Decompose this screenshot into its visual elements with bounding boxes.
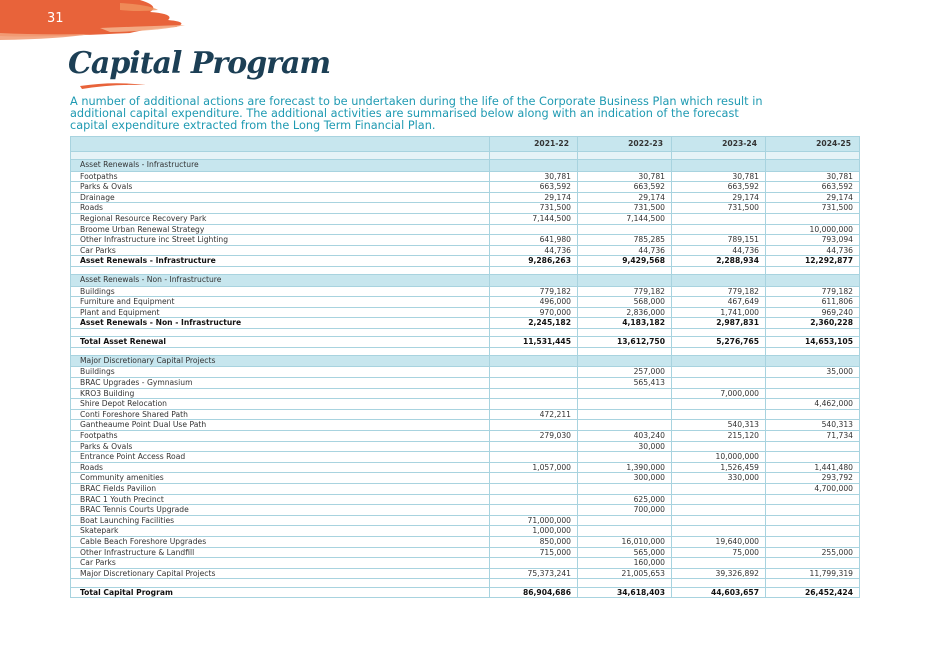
value-cell: [578, 515, 672, 526]
row-label-cell: Footpaths: [71, 431, 490, 442]
row-label-cell: Roads: [71, 203, 490, 214]
value-cell: 1,057,000: [490, 462, 578, 473]
capital-program-table: [70, 136, 860, 598]
value-cell: 565,000: [578, 547, 672, 558]
page-title: Capital Program: [68, 46, 331, 81]
table-row: [71, 441, 860, 452]
value-cell: [766, 378, 860, 389]
value-cell: [578, 579, 672, 587]
value-cell: 10,000,000: [672, 452, 766, 463]
table-row: [71, 431, 860, 442]
value-cell: [766, 388, 860, 399]
value-cell: [578, 484, 672, 495]
value-cell: [672, 494, 766, 505]
value-cell: 293,792: [766, 473, 860, 484]
table-row: [71, 367, 860, 378]
row-label-cell: Broome Urban Renewal Strategy: [71, 224, 490, 235]
value-cell: [490, 356, 578, 367]
value-cell: 255,000: [766, 547, 860, 558]
value-cell: 715,000: [490, 547, 578, 558]
value-cell: [766, 452, 860, 463]
value-cell: 14,653,105: [766, 337, 860, 348]
spacer-row: [71, 152, 860, 160]
row-label-cell: [71, 347, 490, 355]
value-cell: [490, 275, 578, 286]
value-cell: [490, 378, 578, 389]
value-cell: 850,000: [490, 536, 578, 547]
table-row: [71, 558, 860, 569]
value-cell: [490, 328, 578, 336]
value-cell: 9,429,568: [578, 256, 672, 267]
value-cell: 30,781: [672, 171, 766, 182]
row-label-cell: Footpaths: [71, 171, 490, 182]
value-cell: 467,649: [672, 297, 766, 308]
row-label-cell: BRAC Tennis Courts Upgrade: [71, 505, 490, 516]
value-cell: [490, 441, 578, 452]
value-cell: [766, 558, 860, 569]
value-cell: 496,000: [490, 297, 578, 308]
value-cell: 29,174: [766, 192, 860, 203]
value-cell: [578, 409, 672, 420]
value-cell: 663,592: [578, 182, 672, 193]
value-cell: 1,741,000: [672, 307, 766, 318]
total-row: [71, 337, 860, 348]
row-label-cell: Entrance Point Access Road: [71, 452, 490, 463]
value-cell: [766, 515, 860, 526]
value-cell: [766, 347, 860, 355]
value-cell: 44,736: [578, 245, 672, 256]
table-row: [71, 526, 860, 537]
value-cell: 1,526,459: [672, 462, 766, 473]
row-label-cell: Community amenities: [71, 473, 490, 484]
row-label-cell: Asset Renewals - Non - Infrastructure: [71, 318, 490, 329]
value-cell: 700,000: [578, 505, 672, 516]
value-cell: [672, 515, 766, 526]
table-row: [71, 399, 860, 410]
spacer-row: [71, 579, 860, 587]
value-cell: [578, 399, 672, 410]
value-cell: [578, 347, 672, 355]
value-cell: [766, 526, 860, 537]
value-cell: [766, 275, 860, 286]
value-cell: 1,441,480: [766, 462, 860, 473]
value-cell: [578, 266, 672, 274]
table-row: [71, 213, 860, 224]
table-row: [71, 547, 860, 558]
value-cell: 34,618,403: [578, 587, 672, 598]
row-label-cell: Car Parks: [71, 558, 490, 569]
row-label-cell: Drainage: [71, 192, 490, 203]
table-row: [71, 568, 860, 579]
row-label-cell: Asset Renewals - Infrastructure: [71, 256, 490, 267]
value-cell: [490, 160, 578, 171]
column-header: 2022-23: [578, 137, 672, 152]
row-label-cell: [71, 328, 490, 336]
value-cell: [490, 494, 578, 505]
value-cell: 403,240: [578, 431, 672, 442]
value-cell: 330,000: [672, 473, 766, 484]
value-cell: [578, 356, 672, 367]
value-cell: 472,211: [490, 409, 578, 420]
value-cell: 793,094: [766, 235, 860, 246]
table-row: [71, 286, 860, 297]
value-cell: 731,500: [490, 203, 578, 214]
value-cell: 2,987,831: [672, 318, 766, 329]
value-cell: 2,288,934: [672, 256, 766, 267]
value-cell: 779,182: [578, 286, 672, 297]
row-label-cell: Major Discretionary Capital Projects: [71, 568, 490, 579]
value-cell: [766, 579, 860, 587]
row-label-cell: [71, 579, 490, 587]
spacer-row: [71, 328, 860, 336]
value-cell: [490, 473, 578, 484]
row-label-cell: BRAC Fields Pavilion: [71, 484, 490, 495]
value-cell: 29,174: [672, 192, 766, 203]
table-row: [71, 182, 860, 193]
table-row: [71, 515, 860, 526]
value-cell: 30,781: [490, 171, 578, 182]
value-cell: [672, 328, 766, 336]
value-cell: 257,000: [578, 367, 672, 378]
value-cell: [766, 266, 860, 274]
value-cell: [490, 388, 578, 399]
row-label-cell: Regional Resource Recovery Park: [71, 213, 490, 224]
page-number: 31: [47, 11, 64, 26]
row-label-cell: Total Asset Renewal: [71, 337, 490, 348]
row-label-cell: [71, 266, 490, 274]
row-label-cell: Plant and Equipment: [71, 307, 490, 318]
value-cell: 663,592: [672, 182, 766, 193]
row-label-cell: Cable Beach Foreshore Upgrades: [71, 536, 490, 547]
value-cell: 7,144,500: [578, 213, 672, 224]
value-cell: [672, 558, 766, 569]
value-cell: [578, 452, 672, 463]
value-cell: 641,980: [490, 235, 578, 246]
row-label-cell: Total Capital Program: [71, 587, 490, 598]
table-row: [71, 388, 860, 399]
row-label-cell: Roads: [71, 462, 490, 473]
value-cell: 19,640,000: [672, 536, 766, 547]
column-header: [71, 137, 490, 152]
value-cell: 731,500: [766, 203, 860, 214]
table-row: [71, 473, 860, 484]
value-cell: [672, 484, 766, 495]
row-label-cell: Parks & Ovals: [71, 182, 490, 193]
table-row: [71, 235, 860, 246]
value-cell: [766, 213, 860, 224]
value-cell: 1,000,000: [490, 526, 578, 537]
value-cell: [672, 356, 766, 367]
value-cell: 21,005,653: [578, 568, 672, 579]
value-cell: [578, 328, 672, 336]
row-label-cell: Conti Foreshore Shared Path: [71, 409, 490, 420]
row-label-cell: Buildings: [71, 286, 490, 297]
value-cell: [672, 266, 766, 274]
value-cell: [490, 347, 578, 355]
value-cell: 2,360,228: [766, 318, 860, 329]
row-label-cell: Parks & Ovals: [71, 441, 490, 452]
value-cell: 39,326,892: [672, 568, 766, 579]
value-cell: [490, 367, 578, 378]
value-cell: [766, 160, 860, 171]
value-cell: [672, 399, 766, 410]
value-cell: [578, 526, 672, 537]
value-cell: [766, 356, 860, 367]
value-cell: 16,010,000: [578, 536, 672, 547]
spacer-row: [71, 347, 860, 355]
value-cell: [578, 420, 672, 431]
value-cell: [672, 224, 766, 235]
table-row: [71, 245, 860, 256]
value-cell: 11,799,319: [766, 568, 860, 579]
value-cell: 565,413: [578, 378, 672, 389]
value-cell: [766, 328, 860, 336]
row-label-cell: Other Infrastructure inc Street Lighting: [71, 235, 490, 246]
section-header-row: [71, 356, 860, 367]
value-cell: 663,592: [766, 182, 860, 193]
row-label-cell: BRAC Upgrades - Gymnasium: [71, 378, 490, 389]
value-cell: 71,734: [766, 431, 860, 442]
value-cell: [490, 484, 578, 495]
table-row: [71, 203, 860, 214]
value-cell: 30,781: [578, 171, 672, 182]
value-cell: 731,500: [672, 203, 766, 214]
value-cell: 779,182: [672, 286, 766, 297]
value-cell: [672, 409, 766, 420]
value-cell: 44,736: [490, 245, 578, 256]
table-row: [71, 494, 860, 505]
value-cell: [578, 224, 672, 235]
value-cell: 663,592: [490, 182, 578, 193]
total-row: [71, 587, 860, 598]
value-cell: 13,612,750: [578, 337, 672, 348]
value-cell: [672, 505, 766, 516]
value-cell: 568,000: [578, 297, 672, 308]
spacer-row: [71, 266, 860, 274]
value-cell: 2,245,182: [490, 318, 578, 329]
value-cell: [766, 441, 860, 452]
value-cell: 7,144,500: [490, 213, 578, 224]
value-cell: 4,700,000: [766, 484, 860, 495]
value-cell: 279,030: [490, 431, 578, 442]
table-header-row: [71, 137, 860, 152]
row-label-cell: Asset Renewals - Infrastructure: [71, 160, 490, 171]
value-cell: [578, 275, 672, 286]
value-cell: 611,806: [766, 297, 860, 308]
value-cell: [490, 452, 578, 463]
row-label-cell: BRAC 1 Youth Precinct: [71, 494, 490, 505]
value-cell: [490, 152, 578, 160]
value-cell: 86,904,686: [490, 587, 578, 598]
row-label-cell: Boat Launching Facilities: [71, 515, 490, 526]
brush-stroke-banner: [0, 0, 200, 48]
value-cell: 2,836,000: [578, 307, 672, 318]
value-cell: [490, 579, 578, 587]
value-cell: 4,183,182: [578, 318, 672, 329]
value-cell: 160,000: [578, 558, 672, 569]
value-cell: [490, 224, 578, 235]
value-cell: [672, 275, 766, 286]
value-cell: 30,000: [578, 441, 672, 452]
value-cell: [672, 441, 766, 452]
value-cell: 11,531,445: [490, 337, 578, 348]
row-label-cell: Furniture and Equipment: [71, 297, 490, 308]
row-label-cell: [71, 152, 490, 160]
value-cell: [672, 213, 766, 224]
value-cell: 625,000: [578, 494, 672, 505]
value-cell: 29,174: [578, 192, 672, 203]
column-header: 2024-25: [766, 137, 860, 152]
table-row: [71, 378, 860, 389]
value-cell: 44,603,657: [672, 587, 766, 598]
total-row: [71, 256, 860, 267]
table-row: [71, 484, 860, 495]
value-cell: [766, 505, 860, 516]
section-header-row: [71, 160, 860, 171]
column-header: 2021-22: [490, 137, 578, 152]
value-cell: [490, 420, 578, 431]
value-cell: 731,500: [578, 203, 672, 214]
value-cell: [672, 347, 766, 355]
column-header: 2023-24: [672, 137, 766, 152]
value-cell: 75,373,241: [490, 568, 578, 579]
value-cell: 1,390,000: [578, 462, 672, 473]
row-label-cell: Other Infrastructure & Landfill: [71, 547, 490, 558]
value-cell: [766, 536, 860, 547]
value-cell: [490, 558, 578, 569]
value-cell: [672, 526, 766, 537]
value-cell: [766, 152, 860, 160]
value-cell: [490, 505, 578, 516]
table-row: [71, 307, 860, 318]
table-row: [71, 452, 860, 463]
value-cell: 44,736: [766, 245, 860, 256]
row-label-cell: Asset Renewals - Non - Infrastructure: [71, 275, 490, 286]
value-cell: [766, 409, 860, 420]
value-cell: 969,240: [766, 307, 860, 318]
table-row: [71, 462, 860, 473]
row-label-cell: Shire Depot Relocation: [71, 399, 490, 410]
table-row: [71, 536, 860, 547]
table-row: [71, 505, 860, 516]
table-row: [71, 192, 860, 203]
value-cell: 779,182: [490, 286, 578, 297]
value-cell: 30,781: [766, 171, 860, 182]
value-cell: 12,292,877: [766, 256, 860, 267]
value-cell: 300,000: [578, 473, 672, 484]
value-cell: 44,736: [672, 245, 766, 256]
value-cell: [578, 388, 672, 399]
row-label-cell: Skatepark: [71, 526, 490, 537]
value-cell: [490, 399, 578, 410]
value-cell: 29,174: [490, 192, 578, 203]
value-cell: 10,000,000: [766, 224, 860, 235]
value-cell: 970,000: [490, 307, 578, 318]
value-cell: 26,452,424: [766, 587, 860, 598]
row-label-cell: Major Discretionary Capital Projects: [71, 356, 490, 367]
value-cell: 4,462,000: [766, 399, 860, 410]
value-cell: [672, 579, 766, 587]
value-cell: 785,285: [578, 235, 672, 246]
table-row: [71, 420, 860, 431]
value-cell: 5,276,765: [672, 337, 766, 348]
value-cell: 75,000: [672, 547, 766, 558]
value-cell: 215,120: [672, 431, 766, 442]
value-cell: 9,286,263: [490, 256, 578, 267]
title-underline-swash: [78, 80, 148, 90]
row-label-cell: Buildings: [71, 367, 490, 378]
value-cell: [578, 160, 672, 171]
row-label-cell: KRO3 Building: [71, 388, 490, 399]
total-row: [71, 318, 860, 329]
value-cell: [672, 152, 766, 160]
table-row: [71, 224, 860, 235]
table-row: [71, 297, 860, 308]
value-cell: [766, 494, 860, 505]
table-row: [71, 409, 860, 420]
value-cell: 779,182: [766, 286, 860, 297]
value-cell: 7,000,000: [672, 388, 766, 399]
value-cell: [672, 378, 766, 389]
table-row: [71, 171, 860, 182]
value-cell: 35,000: [766, 367, 860, 378]
section-header-row: [71, 275, 860, 286]
row-label-cell: Gantheaume Point Dual Use Path: [71, 420, 490, 431]
value-cell: 789,151: [672, 235, 766, 246]
value-cell: [672, 367, 766, 378]
value-cell: [490, 266, 578, 274]
value-cell: 540,313: [766, 420, 860, 431]
intro-paragraph: A number of additional actions are forecast to be undertaken during the life of the Corporate Business Plan which result in additional capital expenditure. The additional activities are summarised below along with an indication of the forecast capital expenditure extracted from the Long Term Financial Plan.: [70, 95, 763, 132]
value-cell: [672, 160, 766, 171]
value-cell: [578, 152, 672, 160]
value-cell: 540,313: [672, 420, 766, 431]
value-cell: 71,000,000: [490, 515, 578, 526]
row-label-cell: Car Parks: [71, 245, 490, 256]
